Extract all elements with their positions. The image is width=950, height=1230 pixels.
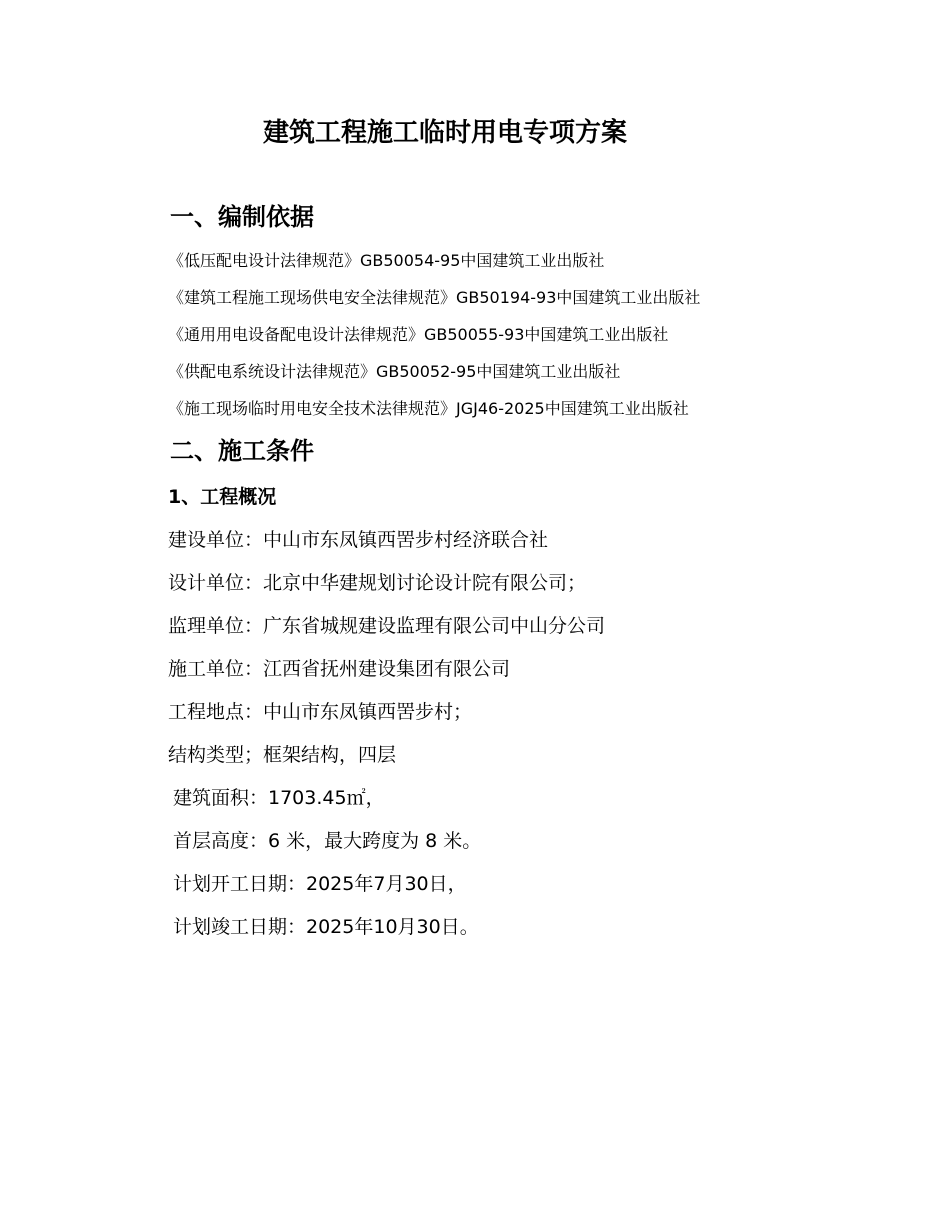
section-heading-conditions: 二、施工条件 [170, 437, 314, 465]
info-line-contractor: 施工单位：江西省抚州建设集团有限公司 [168, 658, 511, 680]
subsection-heading-overview: 1、工程概况 [168, 486, 277, 508]
info-line-end-date: 计划竣工日期：2025年10月30日。 [173, 916, 479, 938]
reference-item: 《施工现场临时用电安全技术法律规范》JGJ46-2025中国建筑工业出版社 [168, 399, 689, 418]
info-line-structure: 结构类型；框架结构，四层 [168, 744, 397, 766]
section-heading-basis: 一、编制依据 [170, 203, 314, 231]
reference-item: 《供配电系统设计法律规范》GB50052-95中国建筑工业出版社 [168, 362, 621, 381]
info-line-owner: 建设单位：中山市东凤镇西罟步村经济联合社 [168, 529, 549, 551]
info-line-designer: 设计单位：北京中华建规划讨论设计院有限公司； [168, 572, 587, 594]
info-line-start-date: 计划开工日期：2025年7月30日， [173, 873, 467, 895]
reference-item: 《低压配电设计法律规范》GB50054-95中国建筑工业出版社 [168, 251, 605, 270]
info-line-location: 工程地点：中山市东凤镇西罟步村； [168, 701, 473, 723]
reference-item: 《建筑工程施工现场供电安全法律规范》GB50194-93中国建筑工业出版社 [168, 288, 701, 307]
document-title: 建筑工程施工临时用电专项方案 [262, 118, 627, 148]
reference-item: 《通用用电设备配电设计法律规范》GB50055-93中国建筑工业出版社 [168, 325, 669, 344]
info-line-height: 首层高度：6 米，最大跨度为 8 米。 [173, 830, 482, 852]
info-line-area: 建筑面积：1703.45㎡， [173, 787, 385, 809]
info-line-supervisor: 监理单位：广东省城规建设监理有限公司中山分公司 [168, 615, 606, 637]
